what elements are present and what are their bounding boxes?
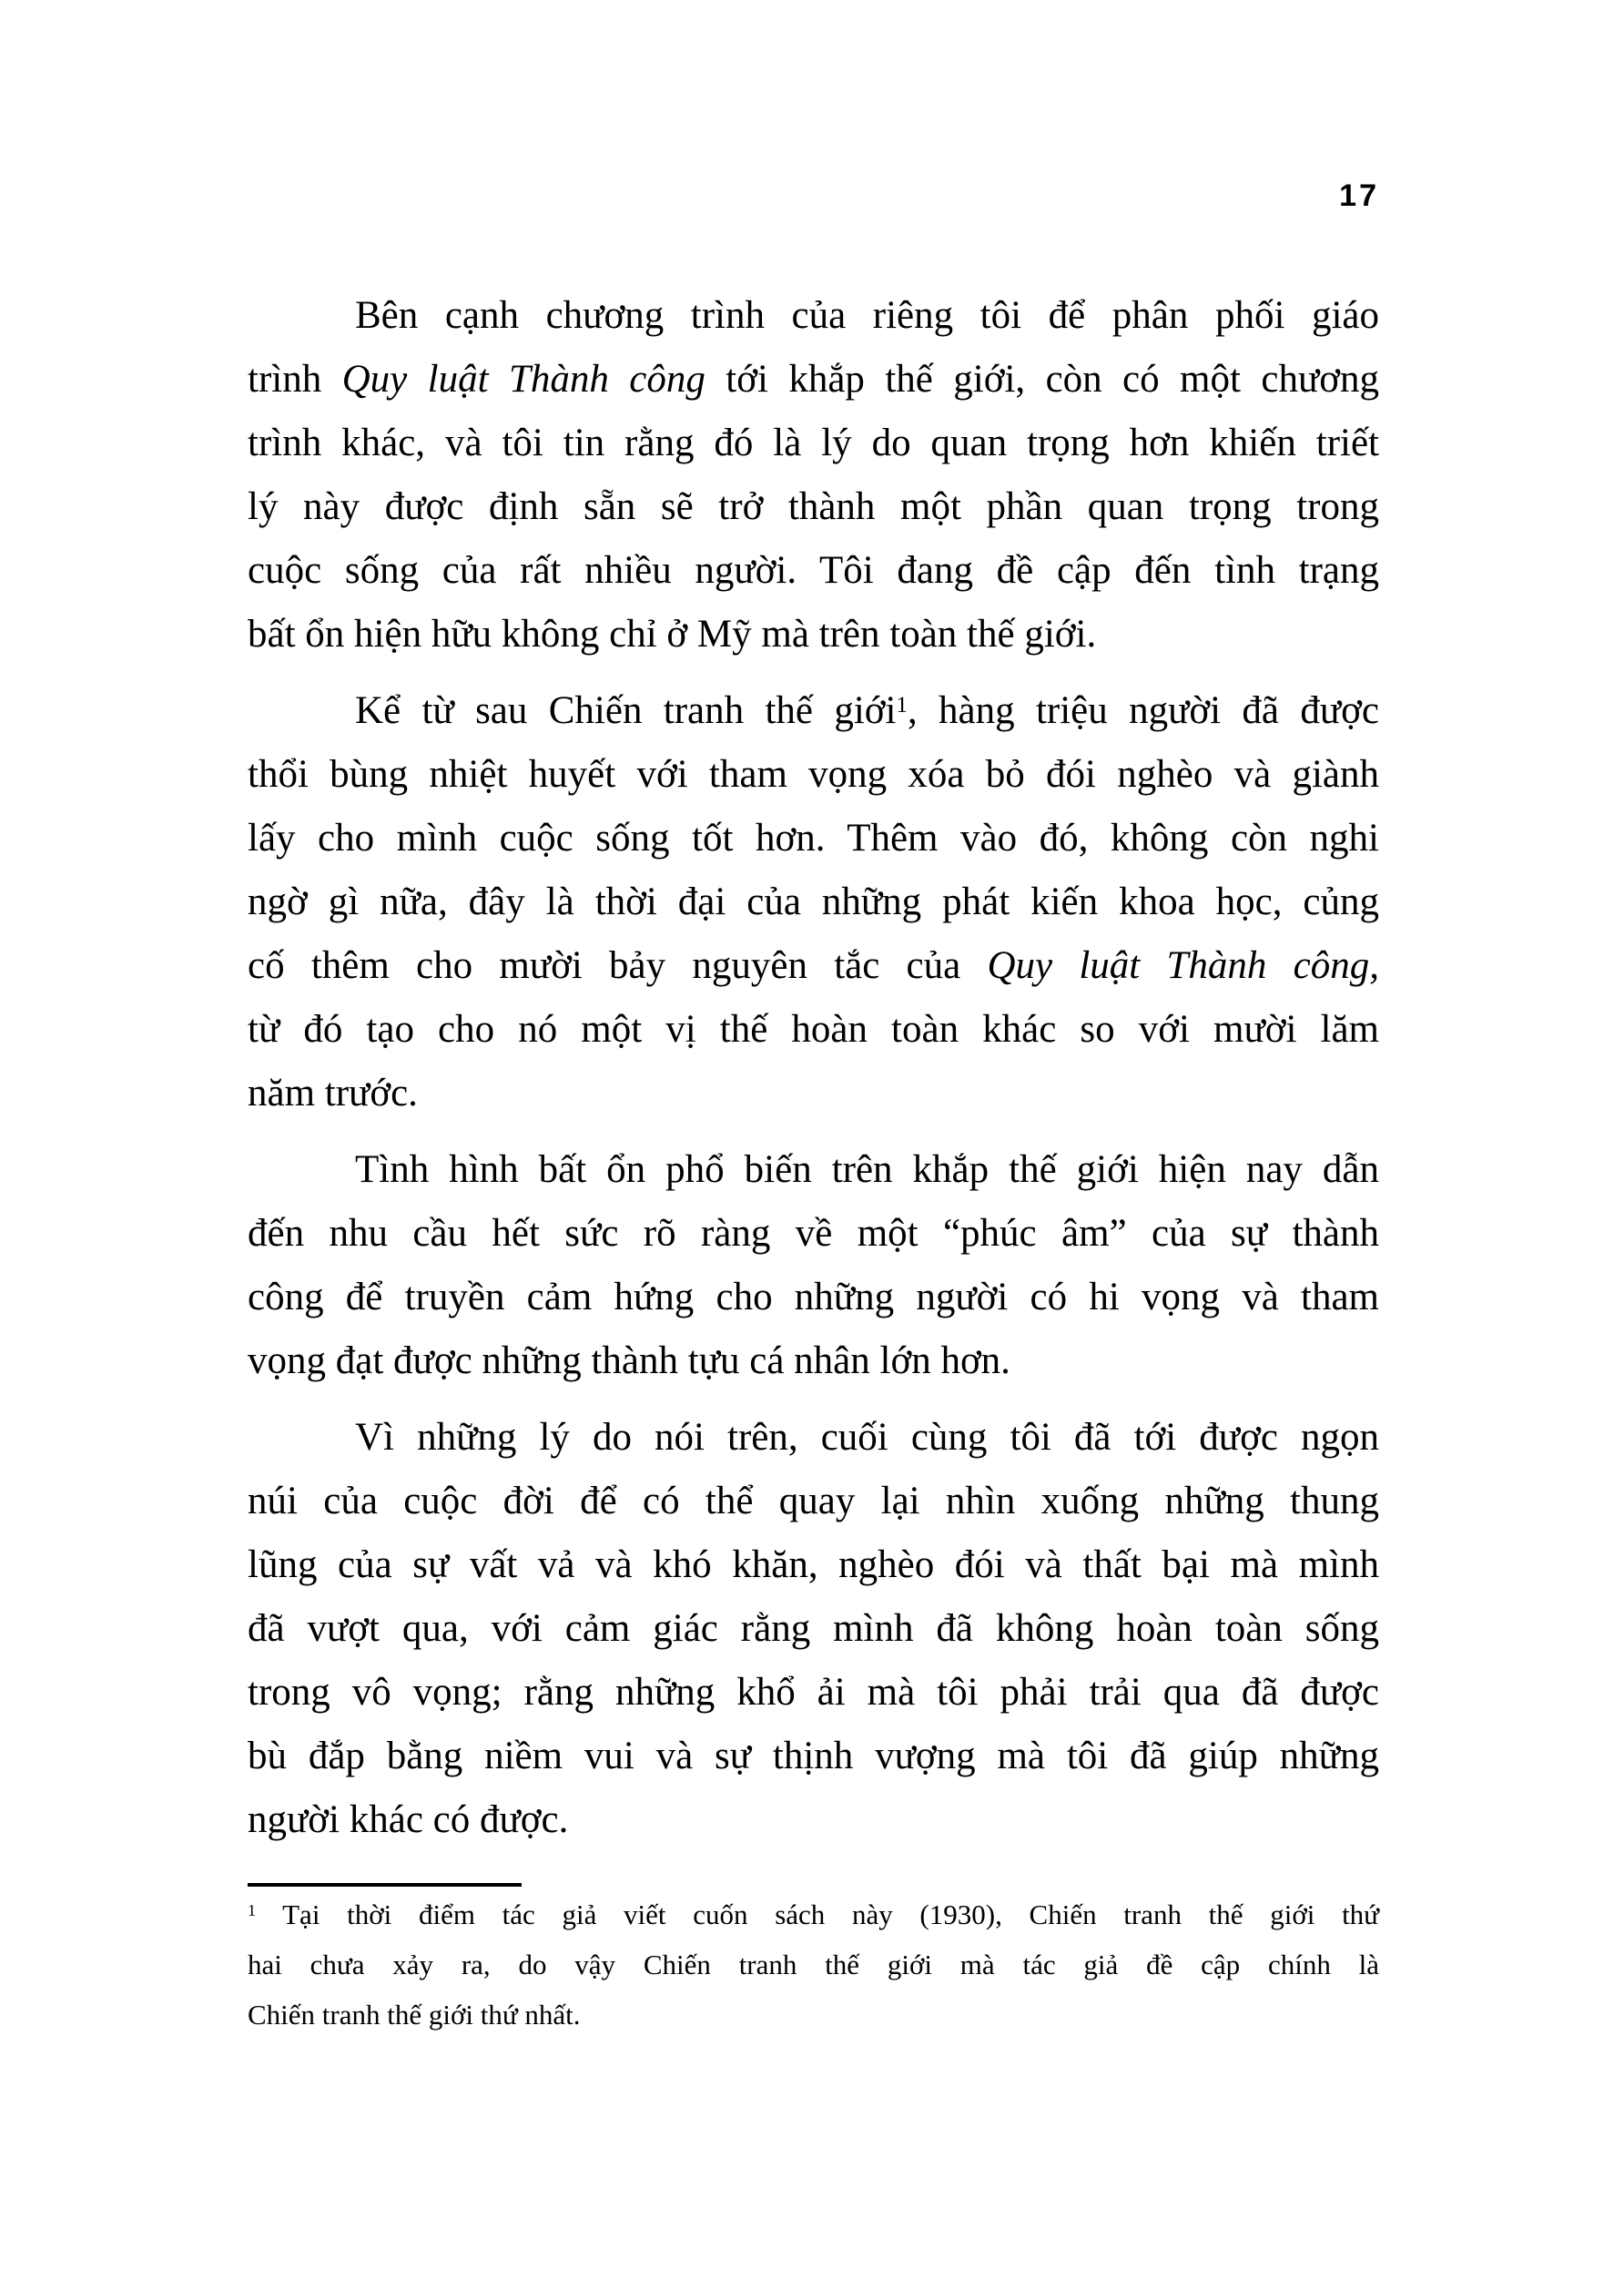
footnote bbox=[248, 1883, 1379, 2040]
text-segment: Tình hình bất ổn phổ biến trên khắp thế giới hiện nay dẫn bbox=[355, 1148, 1379, 1191]
text-line bbox=[248, 475, 1379, 539]
text-line bbox=[248, 1661, 1379, 1725]
text-line bbox=[248, 348, 1379, 412]
text-line bbox=[248, 1406, 1379, 1470]
text-segment: trình khác, và tôi tin rằng đó là lý do quan trọng hơn khiến triết bbox=[248, 422, 1379, 464]
footnote-lines bbox=[248, 1889, 1379, 2040]
text-segment: Vì những lý do nói trên, cuối cùng tôi đã tới được ngọn bbox=[355, 1416, 1379, 1459]
text-segment: Tại thời điểm tác giả viết cuốn sách này (1930), Chiến tranh thế giới thứ bbox=[255, 1898, 1379, 1930]
text-line bbox=[248, 284, 1379, 348]
text-line bbox=[248, 1889, 1379, 1939]
text-segment: núi của cuộc đời để có thể quay lại nhìn xuống những thung bbox=[248, 1480, 1379, 1522]
text-line bbox=[248, 934, 1379, 998]
text-segment: cuộc sống của rất nhiều người. Tôi đang đề cập đến tình trạng bbox=[248, 549, 1379, 592]
text-segment: cố thêm cho mười bảy nguyên tắc của bbox=[248, 944, 988, 987]
text-segment: hai chưa xảy ra, do vậy Chiến tranh thế giới mà tác giả đề cập chính là bbox=[248, 1949, 1379, 1980]
text-line bbox=[248, 1533, 1379, 1597]
paragraph bbox=[248, 1406, 1379, 1852]
text-line bbox=[248, 1138, 1379, 1202]
text-line bbox=[248, 1266, 1379, 1329]
text-segment: thổi bùng nhiệt huyết với tham vọng xóa bỏ đói nghèo và giành bbox=[248, 753, 1379, 796]
text-segment: năm trước. bbox=[248, 1072, 418, 1115]
text-segment: từ đó tạo cho nó một vị thế hoàn toàn khác so với mười lăm bbox=[248, 1008, 1379, 1051]
text-line bbox=[248, 1597, 1379, 1661]
text-segment: Kể từ sau Chiến tranh thế giới bbox=[355, 689, 897, 732]
paragraph bbox=[248, 679, 1379, 1125]
text-segment: , hàng triệu người đã được bbox=[907, 689, 1379, 732]
paragraph bbox=[248, 284, 1379, 667]
text-line bbox=[248, 412, 1379, 475]
italic-book-title: Quy luật Thành công bbox=[341, 358, 705, 401]
text-segment: công để truyền cảm hứng cho những người có hi vọng và tham bbox=[248, 1276, 1379, 1318]
text-line bbox=[248, 1202, 1379, 1266]
text-line bbox=[248, 1329, 1379, 1393]
text-line bbox=[248, 1939, 1379, 1990]
text-line bbox=[248, 539, 1379, 603]
text-line bbox=[248, 807, 1379, 870]
body-paragraphs bbox=[248, 284, 1379, 1852]
footnote-separator-rule bbox=[248, 1883, 522, 1887]
text-line bbox=[248, 743, 1379, 807]
text-line bbox=[248, 1470, 1379, 1533]
text-segment: trình bbox=[248, 358, 342, 401]
text-segment: bù đắp bằng niềm vui và sự thịnh vượng mà tôi đã giúp những bbox=[248, 1735, 1379, 1777]
text-segment: Bên cạnh chương trình của riêng tôi để phân phối giáo bbox=[355, 294, 1379, 337]
text-line bbox=[248, 1725, 1379, 1788]
text-segment: bất ổn hiện hữu không chỉ ở Mỹ mà trên toàn thế giới. bbox=[248, 613, 1097, 656]
text-segment: ngờ gì nữa, đây là thời đại của những phát kiến khoa học, củng bbox=[248, 881, 1379, 923]
text-segment: lũng của sự vất vả và khó khăn, nghèo đói và thất bại mà mình bbox=[248, 1543, 1379, 1586]
text-line bbox=[248, 998, 1379, 1062]
footnote-reference: 1 bbox=[248, 1901, 256, 1920]
text-segment: đến nhu cầu hết sức rõ ràng về một “phúc âm” của sự thành bbox=[248, 1212, 1379, 1255]
text-segment: lý này được định sẵn sẽ trở thành một phần quan trọng trong bbox=[248, 485, 1379, 528]
page-number: 17 bbox=[1339, 178, 1379, 213]
text-line bbox=[248, 870, 1379, 934]
text-segment: tới khắp thế giới, còn có một chương bbox=[705, 358, 1379, 401]
footnote-reference: 1 bbox=[896, 692, 908, 718]
text-segment: trong vô vọng; rằng những khổ ải mà tôi phải trải qua đã được bbox=[248, 1671, 1379, 1714]
text-segment: đã vượt qua, với cảm giác rằng mình đã không hoàn toàn sống bbox=[248, 1607, 1379, 1650]
text-line bbox=[248, 603, 1379, 667]
italic-book-title: Quy luật Thành công, bbox=[987, 944, 1379, 987]
text-segment: người khác có được. bbox=[248, 1798, 569, 1841]
text-segment: vọng đạt được những thành tựu cá nhân lớn hơn. bbox=[248, 1339, 1010, 1382]
text-line bbox=[248, 1990, 1379, 2040]
text-segment: lấy cho mình cuộc sống tốt hơn. Thêm vào đó, không còn nghi bbox=[248, 817, 1379, 860]
text-line bbox=[248, 1788, 1379, 1852]
text-line bbox=[248, 1062, 1379, 1125]
text-line bbox=[248, 679, 1379, 743]
text-segment: Chiến tranh thế giới thứ nhất. bbox=[248, 1999, 581, 2031]
paragraph bbox=[248, 1138, 1379, 1393]
